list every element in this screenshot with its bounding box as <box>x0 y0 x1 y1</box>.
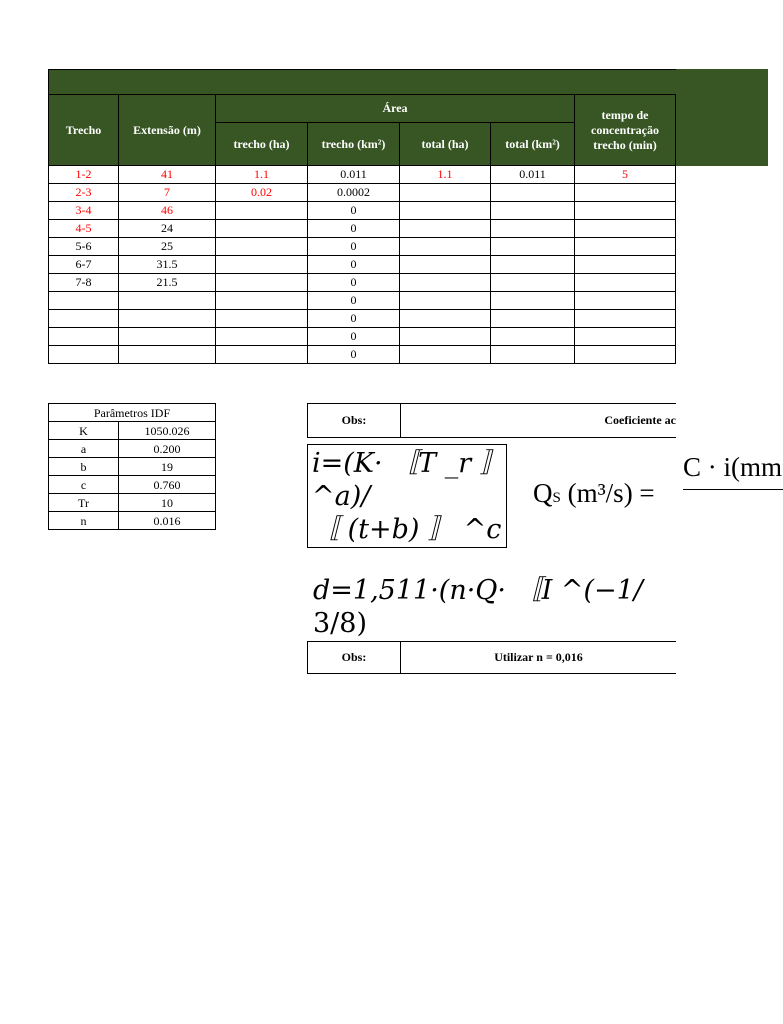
cell-total-km2[interactable] <box>491 238 575 256</box>
idf-value[interactable]: 0.200 <box>119 440 216 458</box>
cell-total-ha[interactable] <box>400 346 491 364</box>
idf-param[interactable]: K <box>49 422 119 440</box>
formula-qs-fraction-bar <box>683 489 783 490</box>
cell-extensao[interactable]: 7 <box>119 184 216 202</box>
formula-qs-units: (m³/s) = <box>567 478 655 508</box>
cell-total-ha[interactable] <box>400 256 491 274</box>
cell-trecho[interactable]: 5-6 <box>49 238 119 256</box>
cell-tempo[interactable] <box>575 310 676 328</box>
cell-extensao[interactable]: 21.5 <box>119 274 216 292</box>
cell-trecho-ha[interactable] <box>216 274 308 292</box>
cell-trecho-km2[interactable]: 0 <box>308 202 400 220</box>
cell-total-ha[interactable] <box>400 202 491 220</box>
cell-trecho-km2[interactable]: 0 <box>308 238 400 256</box>
idf-row <box>49 512 216 530</box>
cell-trecho-km2[interactable]: 0 <box>308 328 400 346</box>
idf-row <box>49 494 216 512</box>
formula-i-line1: i=(K· 〚T _r 〛 <box>312 448 507 479</box>
cell-extensao[interactable]: 25 <box>119 238 216 256</box>
main-table <box>48 94 676 364</box>
cell-trecho[interactable]: 6-7 <box>49 256 119 274</box>
cell-tempo[interactable]: 5 <box>575 166 676 184</box>
cell-total-ha[interactable] <box>400 238 491 256</box>
cell-total-km2[interactable] <box>491 346 575 364</box>
main-table-body <box>49 166 676 364</box>
cell-tempo[interactable] <box>575 202 676 220</box>
cell-total-km2[interactable] <box>491 256 575 274</box>
idf-value[interactable]: 10 <box>119 494 216 512</box>
table-row <box>49 256 676 274</box>
cell-trecho-km2[interactable]: 0 <box>308 346 400 364</box>
obs-label: Obs: <box>308 642 401 673</box>
idf-value[interactable]: 1050.026 <box>119 422 216 440</box>
cell-trecho-km2[interactable]: 0.0002 <box>308 184 400 202</box>
col-header-trecho-ha: trecho (ha) <box>216 123 308 166</box>
cell-trecho-ha[interactable] <box>216 220 308 238</box>
idf-param[interactable]: b <box>49 458 119 476</box>
cell-extensao[interactable]: 24 <box>119 220 216 238</box>
cell-total-ha[interactable] <box>400 220 491 238</box>
cell-trecho-km2[interactable]: 0 <box>308 310 400 328</box>
cell-tempo[interactable] <box>575 292 676 310</box>
cell-tempo[interactable] <box>575 346 676 364</box>
idf-param[interactable]: n <box>49 512 119 530</box>
obs-value: Coeficiente ac <box>604 413 676 427</box>
cell-trecho[interactable] <box>49 346 119 364</box>
formula-d-text: d=1,511·(n·Q· 〚I ^(−1/ <box>313 575 643 606</box>
obs-box-manning <box>307 641 676 674</box>
cell-trecho-ha[interactable] <box>216 346 308 364</box>
idf-row <box>49 476 216 494</box>
idf-row <box>49 458 216 476</box>
cell-extensao[interactable] <box>119 310 216 328</box>
cell-tempo[interactable] <box>575 328 676 346</box>
table-row <box>49 292 676 310</box>
table-row <box>49 310 676 328</box>
idf-param[interactable]: a <box>49 440 119 458</box>
cell-total-ha[interactable]: 1.1 <box>400 166 491 184</box>
header-overflow-fill <box>676 69 768 166</box>
cell-tempo[interactable] <box>575 220 676 238</box>
cell-trecho[interactable]: 7-8 <box>49 274 119 292</box>
cell-extensao[interactable] <box>119 328 216 346</box>
formula-qs-subscript: S <box>552 490 561 506</box>
idf-param[interactable]: c <box>49 476 119 494</box>
obs-label: Obs: <box>308 404 401 437</box>
table-row <box>49 274 676 292</box>
idf-row <box>49 422 216 440</box>
cell-tempo[interactable] <box>575 274 676 292</box>
col-header-total-km2: total (km²) <box>491 123 575 166</box>
formula-qs-symbol: Q <box>533 478 553 508</box>
formula-intensity <box>307 444 507 548</box>
cell-trecho[interactable] <box>49 310 119 328</box>
cell-trecho-km2[interactable]: 0.011 <box>308 166 400 184</box>
cell-trecho-ha[interactable] <box>216 310 308 328</box>
cell-total-km2[interactable] <box>491 310 575 328</box>
formula-diameter <box>313 574 676 642</box>
cell-trecho-km2[interactable]: 0 <box>308 292 400 310</box>
cell-total-ha[interactable] <box>400 184 491 202</box>
col-header-trecho-km2: trecho (km²) <box>308 123 400 166</box>
cell-total-km2[interactable] <box>491 274 575 292</box>
cell-total-ha[interactable] <box>400 292 491 310</box>
cell-extensao[interactable]: 41 <box>119 166 216 184</box>
cell-trecho-ha[interactable] <box>216 328 308 346</box>
idf-value[interactable]: 0.760 <box>119 476 216 494</box>
cell-tempo[interactable] <box>575 256 676 274</box>
cell-extensao[interactable] <box>119 292 216 310</box>
obs-value: Utilizar n = 0,016 <box>494 650 583 664</box>
col-header-tempo: tempo de concentração trecho (min) <box>575 95 676 166</box>
cell-trecho-ha[interactable] <box>216 292 308 310</box>
table-banner <box>48 69 768 95</box>
cell-trecho-km2[interactable]: 0 <box>308 274 400 292</box>
cell-extensao[interactable]: 31.5 <box>119 256 216 274</box>
idf-title: Parâmetros IDF <box>49 404 216 422</box>
cell-tempo[interactable] <box>575 184 676 202</box>
idf-value[interactable]: 0.016 <box>119 512 216 530</box>
table-row <box>49 220 676 238</box>
cell-total-km2[interactable]: 0.011 <box>491 166 575 184</box>
cell-total-ha[interactable] <box>400 328 491 346</box>
formula-qs-numerator: C · i(mm <box>683 452 782 482</box>
col-header-area: Área <box>216 95 575 123</box>
cell-extensao[interactable] <box>119 346 216 364</box>
cell-trecho[interactable] <box>49 328 119 346</box>
cell-trecho[interactable] <box>49 292 119 310</box>
cell-total-ha[interactable] <box>400 310 491 328</box>
cell-trecho[interactable]: 3-4 <box>49 202 119 220</box>
col-header-total-ha: total (ha) <box>400 123 491 166</box>
cell-total-km2[interactable] <box>491 328 575 346</box>
cell-trecho-ha[interactable] <box>216 238 308 256</box>
idf-value[interactable]: 19 <box>119 458 216 476</box>
cell-total-km2[interactable] <box>491 220 575 238</box>
cell-trecho-km2[interactable]: 0 <box>308 256 400 274</box>
cell-total-km2[interactable] <box>491 202 575 220</box>
cell-trecho[interactable]: 1-2 <box>49 166 119 184</box>
table-row <box>49 166 676 184</box>
cell-trecho[interactable]: 2-3 <box>49 184 119 202</box>
obs-box-coeficiente <box>307 403 676 438</box>
table-row <box>49 202 676 220</box>
cell-total-ha[interactable] <box>400 274 491 292</box>
col-header-trecho: Trecho <box>49 95 119 166</box>
table-row <box>49 238 676 256</box>
formula-d-line2: 3/8) <box>313 608 367 639</box>
idf-table <box>48 403 216 530</box>
formula-d-line1 <box>313 574 676 607</box>
idf-param[interactable]: Tr <box>49 494 119 512</box>
cell-total-km2[interactable] <box>491 292 575 310</box>
cell-trecho-ha[interactable]: 1.1 <box>216 166 308 184</box>
cell-trecho-ha[interactable] <box>216 202 308 220</box>
cell-trecho-ha[interactable]: 0.02 <box>216 184 308 202</box>
cell-trecho[interactable]: 4-5 <box>49 220 119 238</box>
cell-trecho-km2[interactable]: 0 <box>308 220 400 238</box>
formula-flow <box>533 448 782 538</box>
col-header-extensao: Extensão (m) <box>119 95 216 166</box>
idf-row <box>49 440 216 458</box>
cell-trecho-ha[interactable] <box>216 256 308 274</box>
cell-total-km2[interactable] <box>491 184 575 202</box>
formula-i-line2: ^a)/ <box>312 481 371 512</box>
cell-extensao[interactable]: 46 <box>119 202 216 220</box>
table-row <box>49 328 676 346</box>
table-row <box>49 346 676 364</box>
formula-i-line3: 〚 (t+b) 〛 ^c <box>312 514 502 545</box>
cell-tempo[interactable] <box>575 238 676 256</box>
table-row <box>49 184 676 202</box>
